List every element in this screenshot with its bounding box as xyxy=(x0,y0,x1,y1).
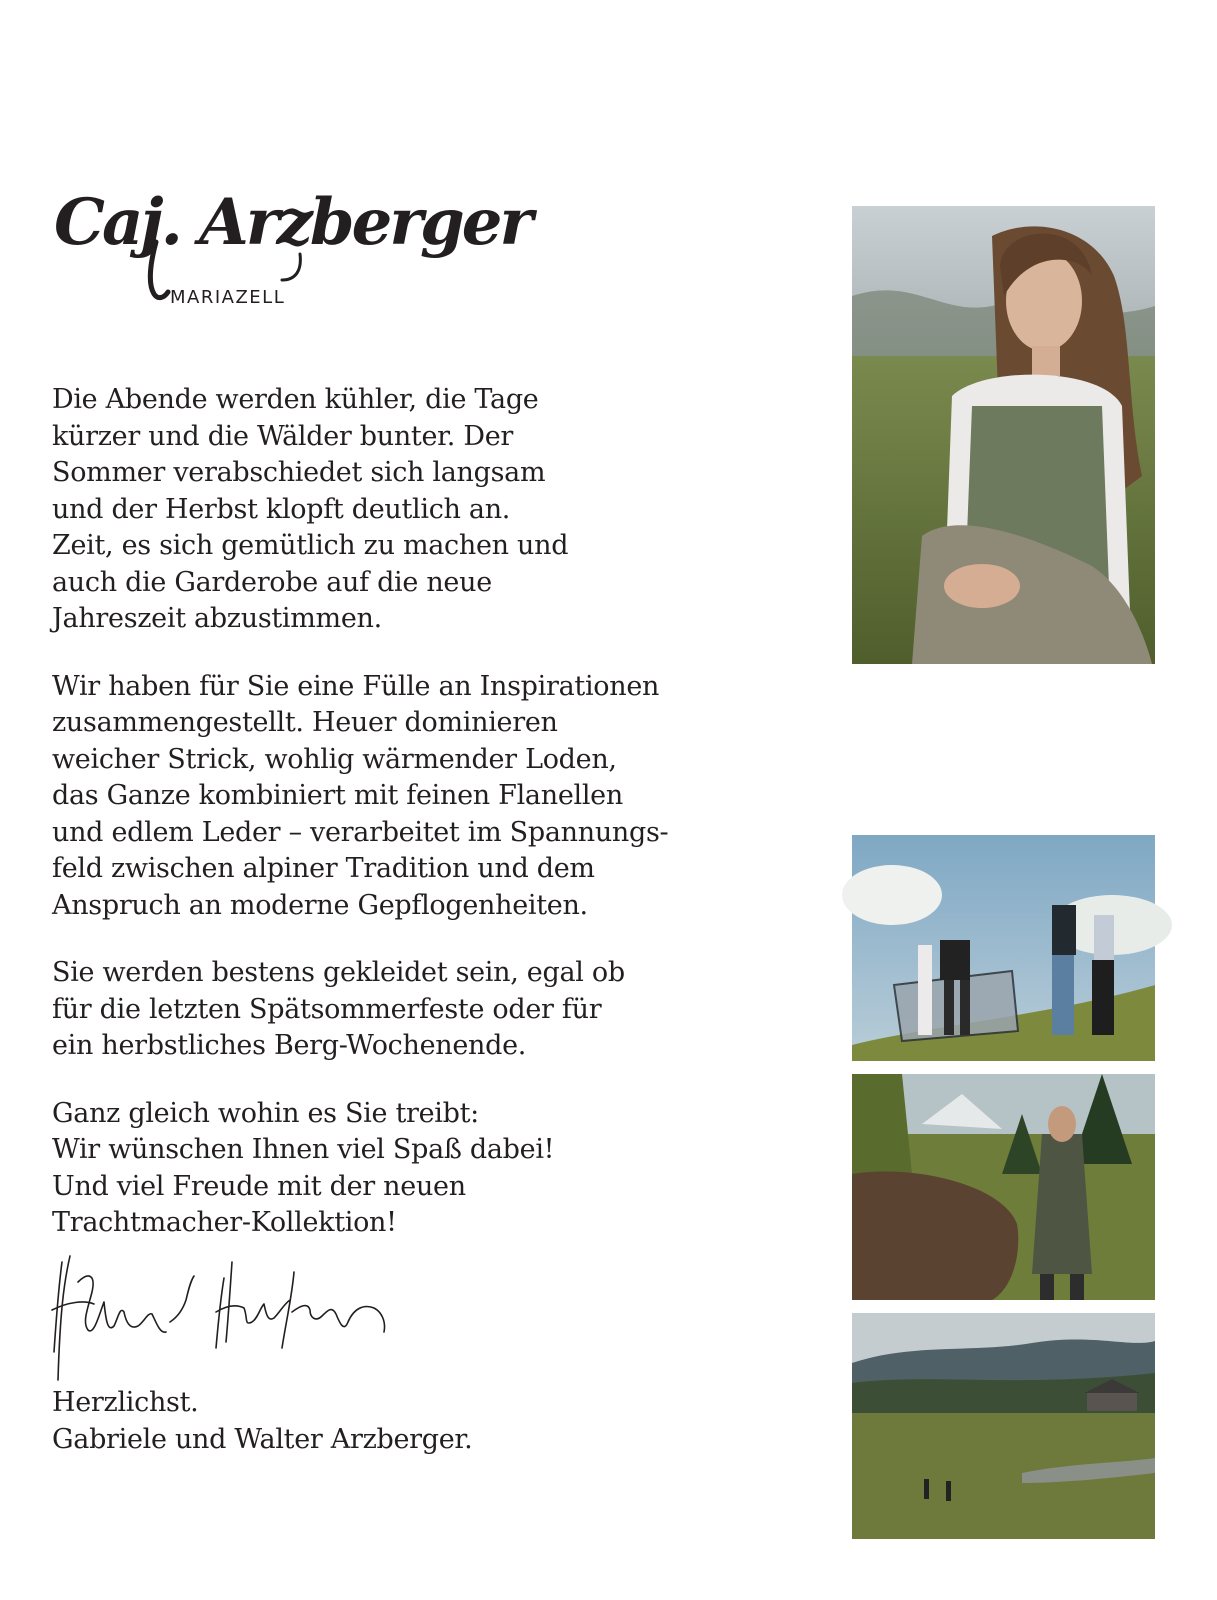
brand-logo xyxy=(52,180,531,310)
text-line: kürzer und die Wälder bunter. Der xyxy=(52,420,513,452)
text-line: Zeit, es sich gemütlich zu machen und xyxy=(52,530,569,561)
text-line: feld zwischen alpiner Tradition und dem xyxy=(52,853,595,884)
photo-shoot-crew xyxy=(852,835,1155,1061)
text-line: Wir wünschen Ihnen viel Spaß dabei! xyxy=(52,1134,555,1165)
logo-location: MARIAZELL xyxy=(170,287,286,308)
paragraph xyxy=(52,1096,712,1242)
text-line: und edlem Leder – verarbeitet im Spannungs- xyxy=(52,816,669,848)
paragraph xyxy=(52,669,712,925)
closing-names: Gabriele und Walter Arzberger. xyxy=(52,1423,473,1455)
closing-greeting: Herzlichst. xyxy=(52,1387,199,1418)
text-line: für die letzten Spätsommerfeste oder für xyxy=(52,993,602,1025)
text-line: Anspruch an moderne Gepflogenheiten. xyxy=(52,889,588,921)
logo-wordmark: Caj. Arzberger xyxy=(54,185,531,260)
text-line: Sommer verabschiedet sich langsam xyxy=(52,457,546,488)
photo-woman-dirndl xyxy=(852,206,1155,664)
text-line: Trachtmacher-Kollektion! xyxy=(52,1207,397,1238)
photo-alpine-landscape xyxy=(852,1313,1155,1539)
text-line: das Ganze kombiniert mit feinen Flanellen xyxy=(52,780,623,811)
text-line: auch die Garderobe auf die neue xyxy=(52,566,492,598)
text-line: Wir haben für Sie eine Fülle an Inspirationen xyxy=(52,670,660,702)
paragraph xyxy=(52,382,712,638)
paragraph xyxy=(52,955,712,1065)
text-line: weicher Strick, wohlig wärmender Loden, xyxy=(52,743,617,775)
text-line: Ganz gleich wohin es Sie treibt: xyxy=(52,1097,479,1129)
text-line: Die Abende werden kühler, die Tage xyxy=(52,384,539,415)
text-line: Jahreszeit abzustimmen. xyxy=(52,603,382,634)
letter-body xyxy=(52,382,712,1273)
text-line: Und viel Freude mit der neuen xyxy=(52,1170,466,1202)
text-line: Sie werden bestens gekleidet sein, egal ob xyxy=(52,957,625,988)
photo-man-with-cow xyxy=(852,1074,1155,1300)
text-line: und der Herbst klopft deutlich an. xyxy=(52,493,511,525)
closing xyxy=(52,1385,472,1458)
text-line: zusammengestellt. Heuer dominieren xyxy=(52,707,558,738)
text-line: ein herbstliches Berg-Wochenende. xyxy=(52,1030,527,1061)
signature-graphic xyxy=(48,1252,398,1382)
signatures xyxy=(48,1252,398,1382)
